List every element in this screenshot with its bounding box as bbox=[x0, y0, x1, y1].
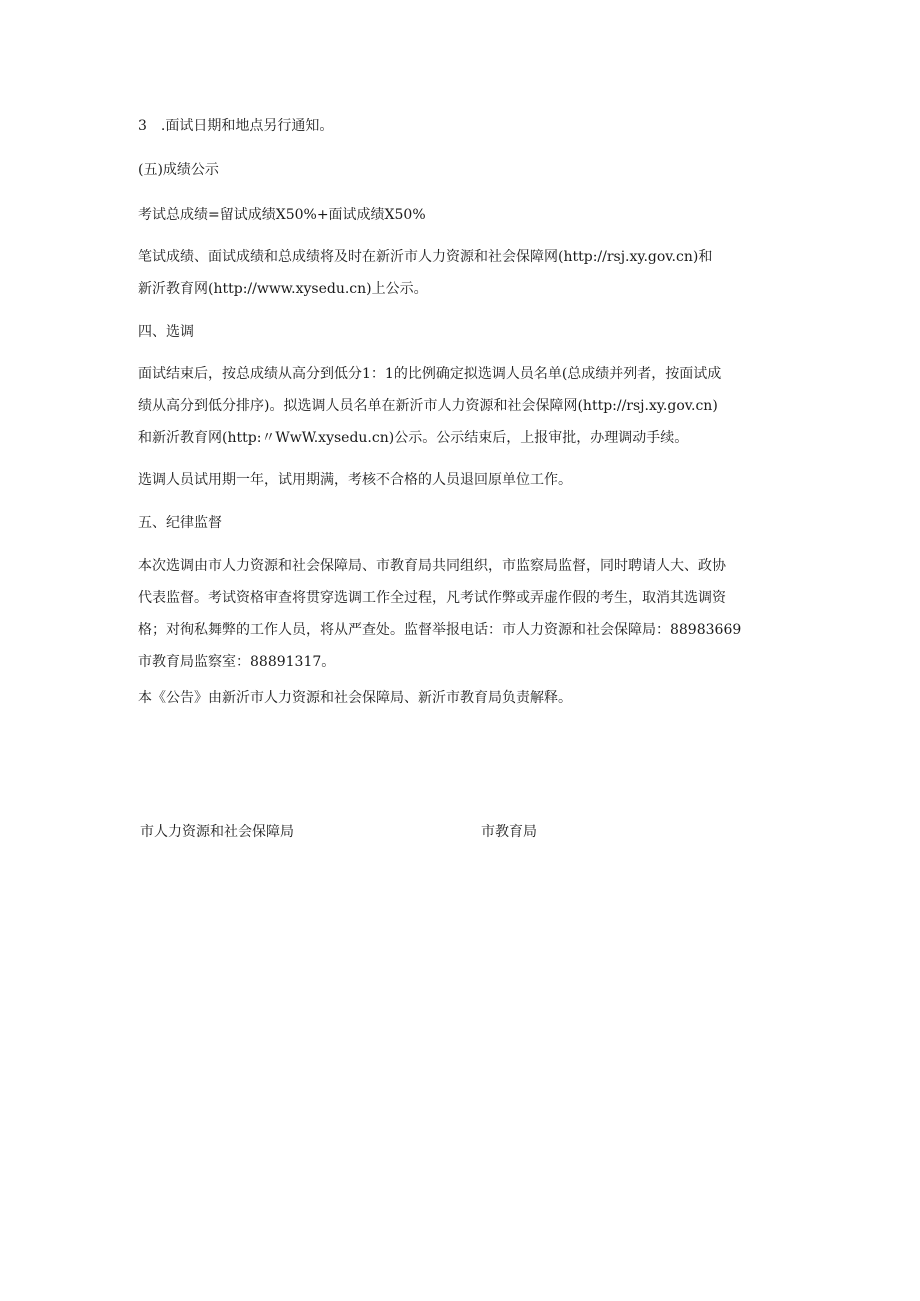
signature-hrss-bureau: 市人力资源和社会保障局 bbox=[140, 824, 294, 840]
paragraph-line: 市教育局监察室：88891317。 bbox=[138, 654, 336, 670]
paragraph-line: 新沂教育网(http://www.xysedu.cn)上公示。 bbox=[138, 281, 428, 297]
paragraph-line: 面试结束后，按总成绩从高分到低分1：1的比例确定拟选调人员名单(总成绩并列者，按面试成 bbox=[138, 366, 722, 382]
supervision-paragraph bbox=[138, 550, 788, 678]
paragraph-line: 代表监督。考试资格审查将贯穿选调工作全过程，凡考试作弊或弄虚作假的考生，取消其选调资 bbox=[138, 590, 726, 606]
probation-paragraph: 选调人员试用期一年，试用期满，考核不合格的人员退回原单位工作。 bbox=[138, 472, 572, 488]
score-publication-paragraph bbox=[138, 241, 788, 305]
paragraph-line: 本次选调由市人力资源和社会保障局、市教育局共同组织，市监察局监督，同时聘请人大、政协 bbox=[138, 558, 726, 574]
selection-paragraph bbox=[138, 358, 788, 454]
interview-notice-item: 3 .面试日期和地点另行通知。 bbox=[138, 118, 334, 134]
section-five-title: 五、纪律监督 bbox=[138, 515, 222, 531]
paragraph-line: 绩从高分到低分排序)。拟选调人员名单在新沂市人力资源和社会保障网(http://rsj.xy.gov.cn) bbox=[138, 398, 718, 414]
paragraph-line: 格；对徇私舞弊的工作人员，将从严查处。监督举报电话：市人力资源和社会保障局：88983669 bbox=[138, 622, 742, 638]
paragraph-line: 笔试成绩、面试成绩和总成绩将及时在新沂市人力资源和社会保障网(http://rsj.xy.gov.cn)和 bbox=[138, 249, 713, 265]
paragraph-line: 和新沂教育网(http:〃WwW.xysedu.cn)公示。公示结束后，上报审批，办理调动手续。 bbox=[138, 430, 689, 446]
section-four-title: 四、选调 bbox=[138, 324, 194, 340]
closing-statement: 本《公告》由新沂市人力资源和社会保障局、新沂市教育局负责解释。 bbox=[138, 690, 572, 706]
score-formula: 考试总成绩=留试成绩X50%+面试成绩X50% bbox=[138, 207, 426, 223]
signature-education-bureau: 市教育局 bbox=[481, 824, 537, 840]
score-publication-heading: (五)成绩公示 bbox=[138, 162, 219, 178]
